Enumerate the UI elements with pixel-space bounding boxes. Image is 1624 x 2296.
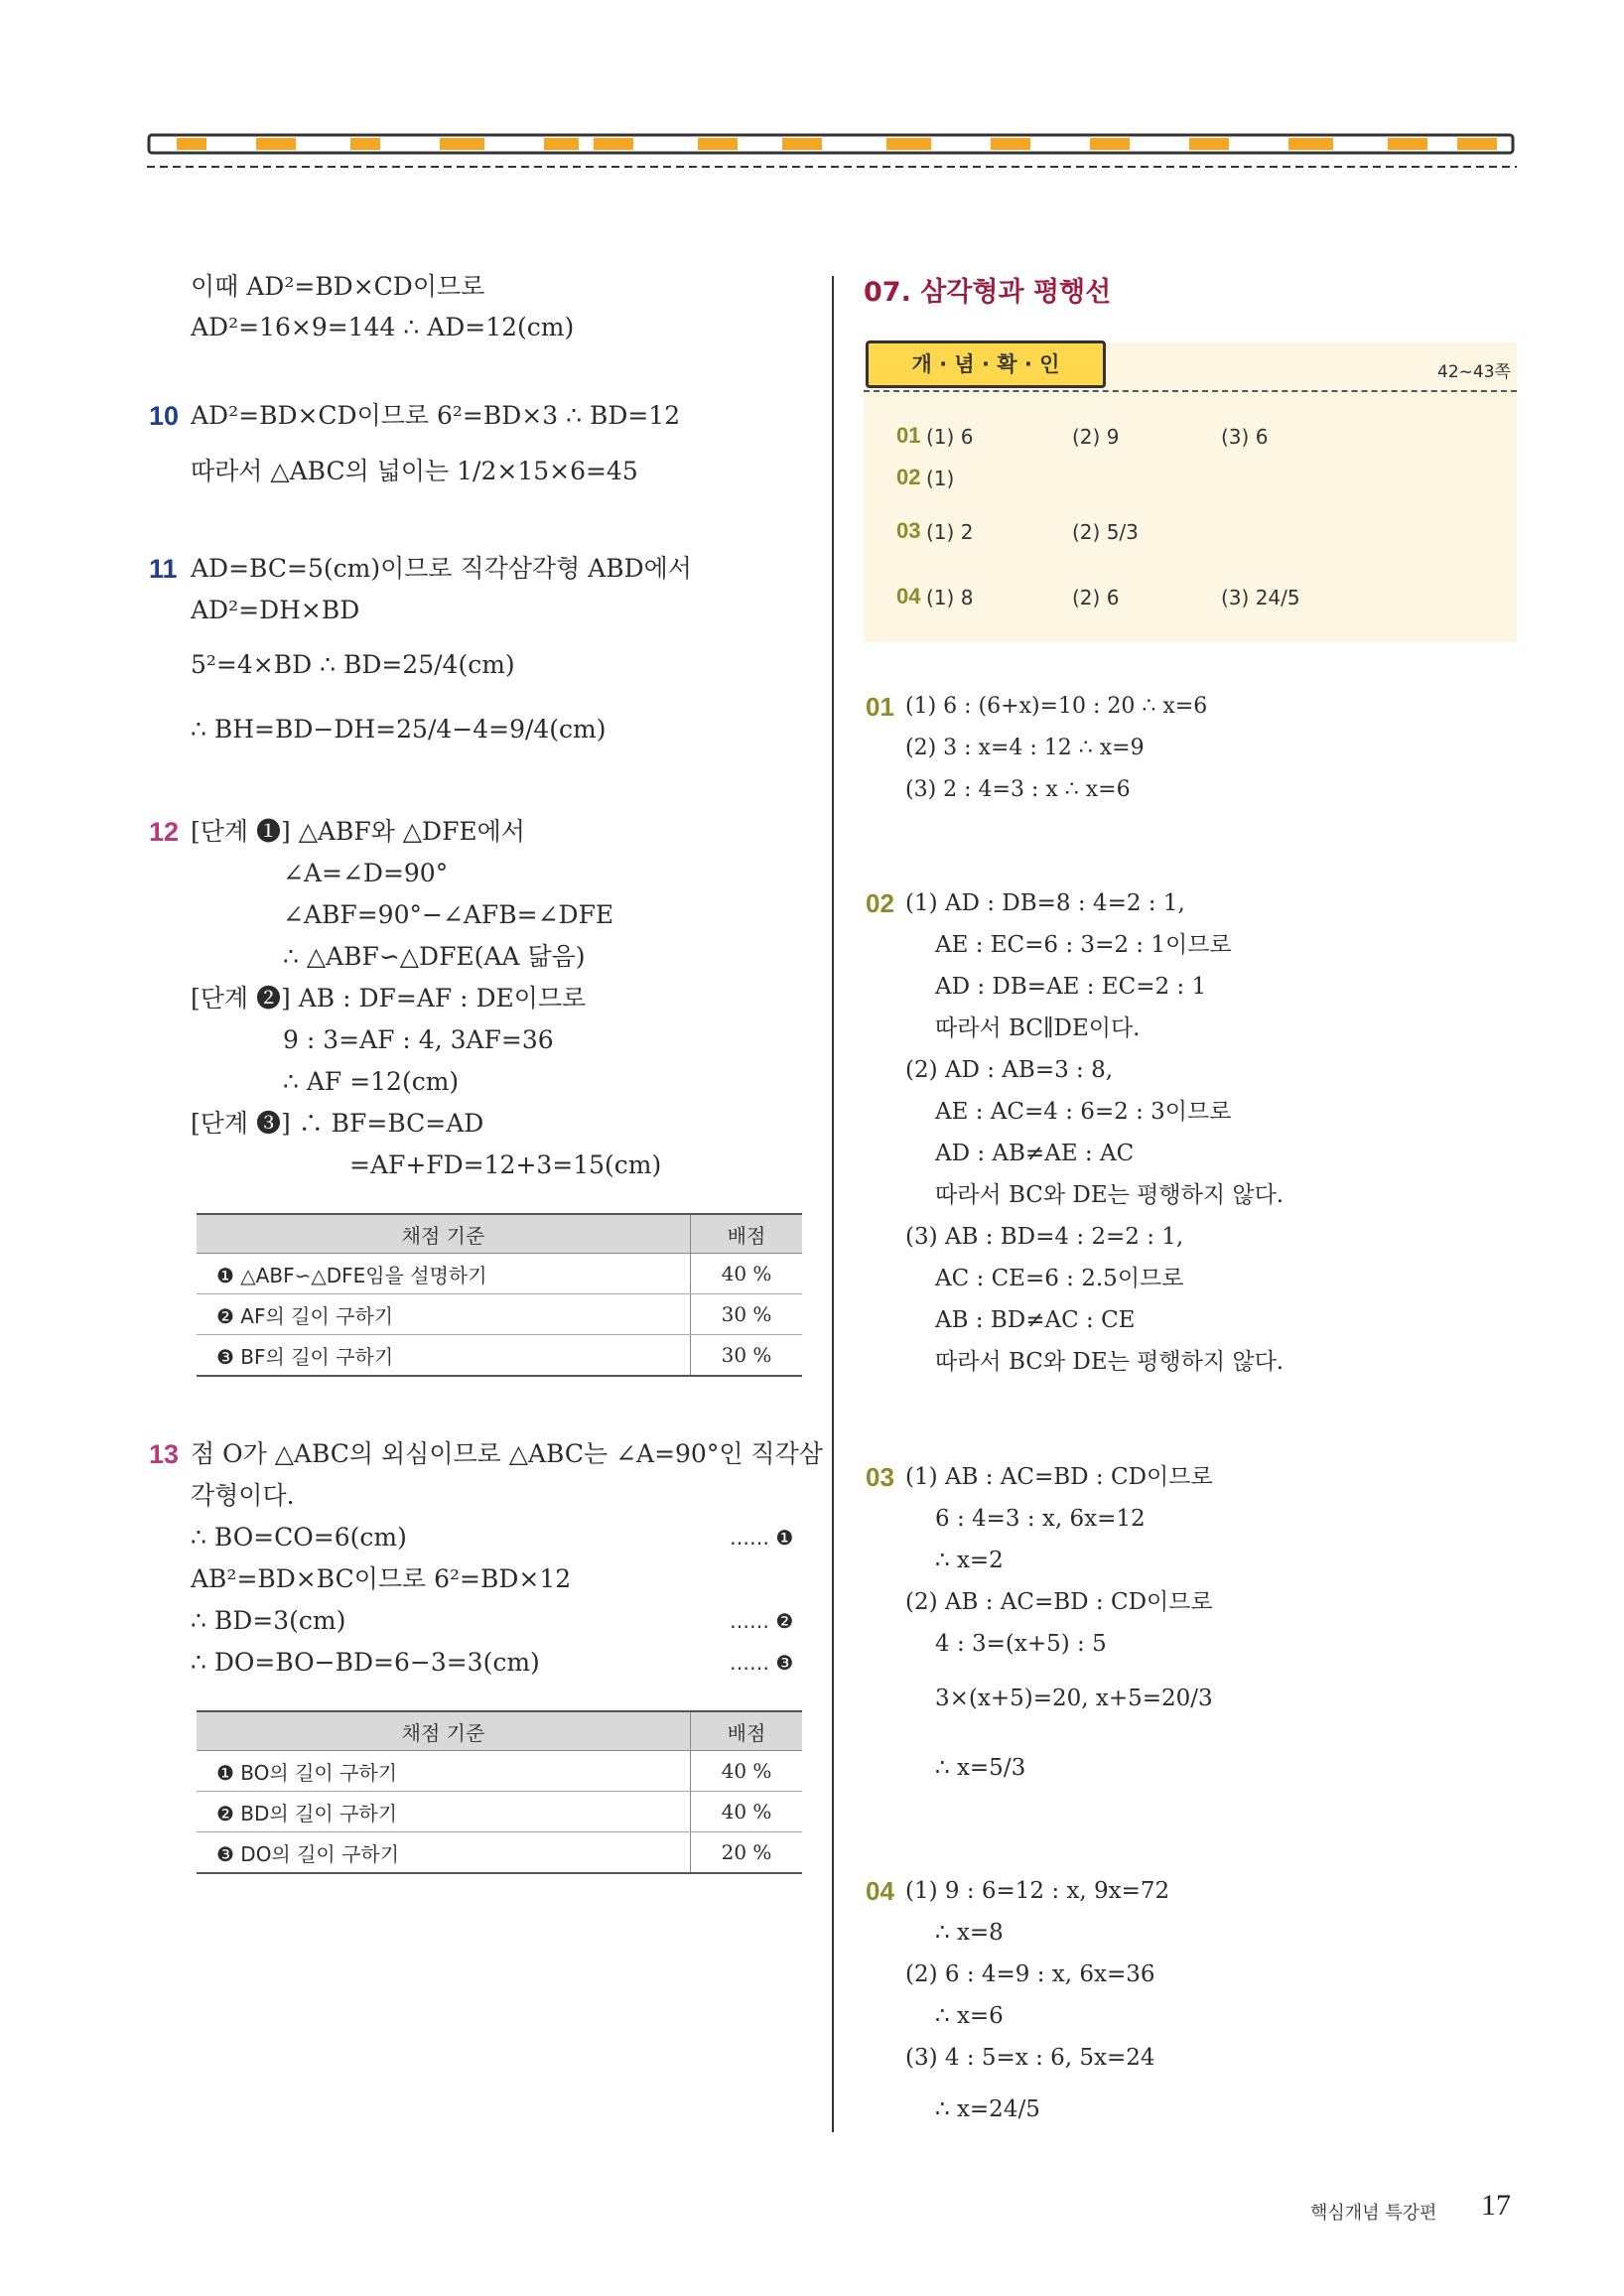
s04-line-3: (2) 6 : 4=9 : x, 6x=36 <box>905 1961 1155 1987</box>
s04-line-6: ∴ x=24/5 <box>935 2096 1040 2122</box>
answer-value: (1) 8 <box>926 586 974 609</box>
solution-number-04: 04 <box>866 1876 894 1906</box>
s02-line-12: 따라서 BC와 DE는 평행하지 않다. <box>935 1349 1285 1375</box>
intro-line-1: 이때 AD²=BD×CD이므로 <box>191 272 485 301</box>
section-title: 07. 삼각형과 평행선 <box>864 277 1112 308</box>
s02-line-7: AD : AB≠AE : AC <box>935 1141 1135 1166</box>
s01-line-2: (2) 3 : x=4 : 12 ∴ x=9 <box>905 736 1145 760</box>
problem-number-10: 10 <box>149 401 180 431</box>
answer-value: (3) 24/5 <box>1221 586 1300 609</box>
p11-line-4: ∴ BH=BD−DH=25/4−4=9/4(cm) <box>191 715 607 743</box>
s03-line-5: 4 : 3=(x+5) : 5 <box>935 1631 1107 1657</box>
table-row: ❶ BO의 길이 구하기 40 % <box>197 1751 802 1792</box>
answer-value: (1) 6 <box>926 425 974 449</box>
p11-line-2: AD²=DH×BD <box>191 596 360 624</box>
answer-label-04: 04 <box>896 584 921 608</box>
s02-line-10: AC : CE=6 : 2.5이므로 <box>935 1266 1184 1291</box>
p10-line-1: AD²=BD×CD이므로 6²=BD×3 ∴ BD=12 <box>191 401 681 430</box>
answer-value: (2) 5/3 <box>1072 520 1139 544</box>
table-row: ❸ DO의 길이 구하기 20 % <box>197 1832 802 1874</box>
p13-line-5: ∴ BD=3(cm) <box>191 1606 346 1635</box>
step-mark-2: …… ❷ <box>730 1609 794 1633</box>
table-header-criteria: 채점 기준 <box>197 1711 691 1751</box>
table-row: ❶ △ABF∽△DFE임을 설명하기 40 % <box>197 1254 802 1294</box>
solution-number-03: 03 <box>866 1462 894 1492</box>
s04-line-1: (1) 9 : 6=12 : x, 9x=72 <box>905 1878 1170 1904</box>
p13-line-6: ∴ DO=BO−BD=6−3=3(cm) <box>191 1648 540 1677</box>
step-mark-1: …… ❶ <box>730 1526 794 1550</box>
p13-line-3: ∴ BO=CO=6(cm) <box>191 1523 407 1552</box>
answer-label-01: 01 <box>896 423 921 448</box>
table-row: ❷ BD의 길이 구하기 40 % <box>197 1792 802 1832</box>
s03-line-3: ∴ x=2 <box>935 1548 1004 1573</box>
footer-book-title: 핵심개념 특강편 <box>1310 2203 1437 2224</box>
s04-line-5: (3) 4 : 5=x : 6, 5x=24 <box>905 2045 1155 2071</box>
s04-line-4: ∴ x=6 <box>935 2003 1004 2029</box>
p12-line-6: 9 : 3=AF : 4, 3AF=36 <box>283 1025 554 1054</box>
answer-label-03: 03 <box>896 518 921 543</box>
p12-line-1: [단계 ❶] △ABF와 △DFE에서 <box>191 817 525 846</box>
s03-line-2: 6 : 4=3 : x, 6x=12 <box>935 1506 1146 1532</box>
answer-value: (3) 6 <box>1221 425 1269 449</box>
p12-line-7: ∴ AF =12(cm) <box>283 1067 460 1096</box>
s02-line-6: AE : AC=4 : 6=2 : 3이므로 <box>935 1099 1232 1125</box>
s02-line-3: AD : DB=AE : EC=2 : 1 <box>935 974 1207 1000</box>
table-header-criteria: 채점 기준 <box>197 1214 691 1254</box>
p12-line-5: [단계 ❷] AB : DF=AF : DE이므로 <box>191 984 587 1013</box>
problem-number-12: 12 <box>149 817 180 847</box>
s01-line-3: (3) 2 : 4=3 : x ∴ x=6 <box>905 777 1131 802</box>
solution-number-02: 02 <box>866 888 894 918</box>
answer-value: (1) 2 <box>926 520 974 544</box>
s02-line-1: (1) AD : DB=8 : 4=2 : 1, <box>905 890 1185 916</box>
intro-line-2: AD²=16×9=144 ∴ AD=12(cm) <box>191 313 575 341</box>
s03-line-7: ∴ x=5/3 <box>935 1755 1026 1781</box>
concept-dashed-line <box>864 390 1517 392</box>
decorative-header-band <box>147 133 1517 173</box>
p12-line-2: ∠A=∠D=90° <box>283 859 449 887</box>
s02-line-5: (2) AD : AB=3 : 8, <box>905 1057 1114 1083</box>
answer-value: (2) 9 <box>1072 425 1120 449</box>
s03-line-4: (2) AB : AC=BD : CD이므로 <box>905 1589 1213 1615</box>
p11-line-1: AD=BC=5(cm)이므로 직각삼각형 ABD에서 <box>191 554 692 583</box>
answer-label-02: 02 <box>896 465 921 489</box>
step-mark-3: …… ❸ <box>730 1651 794 1675</box>
concept-check-label: 개 · 념 · 확 · 인 <box>866 340 1106 388</box>
table-header-points: 배점 <box>691 1711 803 1751</box>
s02-line-4: 따라서 BC∥DE이다. <box>935 1015 1141 1041</box>
p13-line-4: AB²=BD×BC이므로 6²=BD×12 <box>191 1564 572 1593</box>
p13-line-2: 각형이다. <box>191 1481 295 1510</box>
table-row: ❸ BF의 길이 구하기 30 % <box>197 1335 802 1377</box>
s02-line-2: AE : EC=6 : 3=2 : 1이므로 <box>935 932 1232 958</box>
scoring-table-12 <box>197 1213 802 1377</box>
problem-number-11: 11 <box>149 554 178 584</box>
p12-line-4: ∴ △ABF∽△DFE(AA 닮음) <box>283 942 586 971</box>
solution-number-01: 01 <box>866 692 894 722</box>
p13-line-1: 점 O가 △ABC의 외심이므로 △ABC는 ∠A=90°인 직각삼 <box>191 1439 823 1468</box>
s02-line-8: 따라서 BC와 DE는 평행하지 않다. <box>935 1182 1285 1208</box>
s02-line-9: (3) AB : BD=4 : 2=2 : 1, <box>905 1224 1184 1250</box>
problem-number-13: 13 <box>149 1439 180 1469</box>
p12-line-3: ∠ABF=90°−∠AFB=∠DFE <box>283 900 614 929</box>
table-header-points: 배점 <box>691 1214 803 1254</box>
p11-line-3: 5²=4×BD ∴ BD=25/4(cm) <box>191 650 515 679</box>
s02-line-11: AB : BD≠AC : CE <box>935 1307 1136 1333</box>
page-range: 42~43쪽 <box>1437 362 1511 382</box>
s01-line-1: (1) 6 : (6+x)=10 : 20 ∴ x=6 <box>905 694 1208 719</box>
p12-line-9: =AF+FD=12+3=15(cm) <box>349 1150 662 1179</box>
answer-value: (2) 6 <box>1072 586 1120 609</box>
s03-line-1: (1) AB : AC=BD : CD이므로 <box>905 1464 1213 1490</box>
s03-line-6: 3×(x+5)=20, x+5=20/3 <box>935 1686 1213 1711</box>
s04-line-2: ∴ x=8 <box>935 1920 1004 1946</box>
answer-value: (1) <box>926 467 955 490</box>
page-number: 17 <box>1481 2189 1511 2222</box>
p10-line-2: 따라서 △ABC의 넓이는 1/2×15×6=45 <box>191 457 638 485</box>
table-row: ❷ AF의 길이 구하기 30 % <box>197 1294 802 1335</box>
p12-line-8: [단계 ❸] ∴ BF=BC=AD <box>191 1109 484 1138</box>
column-divider <box>832 276 834 2132</box>
scoring-table-13 <box>197 1710 802 1874</box>
